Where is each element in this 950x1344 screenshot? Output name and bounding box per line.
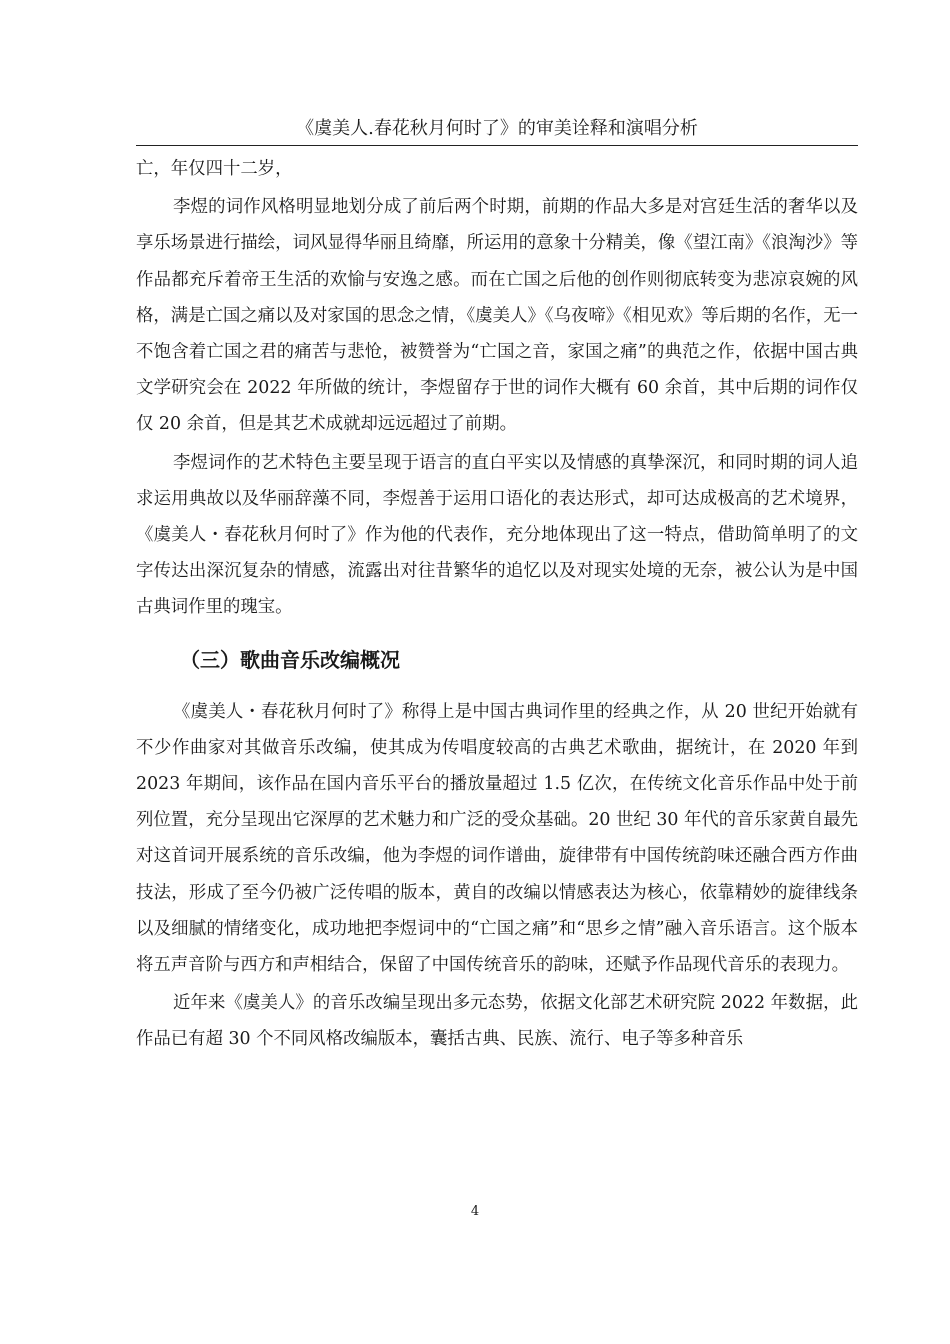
paragraph-continuation: 亡，年仅四十二岁， [136, 159, 293, 179]
paragraph-adaptation-history: 《虞美人・春花秋月何时了》称得上是中国古典词作里的经典之作，从 20 世纪开始就有不少作曲家对其做音乐改编，使其成为传唱度较高的古典艺术歌曲，据统计，在 2020 年到 2023 年期间，该作品在国内音乐平台的播放量超过 1.5 亿次，在传统文化音乐作品中处于前列位置，充分呈现出它深厚的艺术魅力和广泛的受众基础。20 世纪 30 年代的音乐家黄自最先对这首词开展系统的音乐改编，他为李煜的词作谱曲，旋律带有中国传统韵味还融合西方作曲技法，形成了至今仍被广泛传唱的版本，黄自的改编以情感表达为核心，依靠精妙的旋律线条以及细腻的情绪变化，成功地把李煜词中的“亡国之痛”和“思乡之情”融入音乐语言。这个版本将五声音阶与西方和声相结合，保留了中国传统音乐的韵味，还赋予作品现代音乐的表现力。 [136, 701, 858, 976]
paragraph-style-periods: 李煜的词作风格明显地划分成了前后两个时期，前期的作品大多是对宫廷生活的奢华以及享乐场景进行描绘，词风显得华丽且绮靡，所运用的意象十分精美，像《望江南》《浪淘沙》等作品都充斥着帝王生活的欢愉与安逸之感。而在亡国之后他的创作则彻底转变为悲凉哀婉的风格，满是亡国之痛以及对家国的思念之情，《虞美人》《乌夜啼》《相见欢》等后期的名作，无一不饱含着亡国之君的痛苦与悲怆，被赞誉为“亡国之音，家国之痛”的典范之作，依据中国古典文学研究会在 2022 年所做的统计，李煜留存于世的词作大概有 60 余首，其中后期的词作仅仅 20 余首，但是其艺术成就却远远超过了前期。 [136, 197, 858, 435]
running-header: 《虞美人.春花秋月何时了》的审美诠释和演唱分析 [296, 118, 698, 139]
paragraph-artistic-features: 李煜词作的艺术特色主要呈现于语言的直白平实以及情感的真挚深沉，和同时期的词人追求运用典故以及华丽辞藻不同，李煜善于运用口语化的表达形式，却可达成极高的艺术境界，《虞美人・春花秋月何时了》作为他的代表作，充分地体现出了这一特点，借助简单明了的文字传达出深沉复杂的情感，流露出对往昔繁华的追忆以及对现实处境的无奈，被公认为是中国古典词作里的瑰宝。 [136, 452, 858, 618]
body-text [136, 151, 858, 1058]
paragraph-modern-adaptations: 近年来《虞美人》的音乐改编呈现出多元态势，依据文化部艺术研究院 2022 年数据，此作品已有超 30 个不同风格改编版本，囊括古典、民族、流行、电子等多种音乐 [136, 993, 858, 1050]
section-heading: （三）歌曲音乐改编概况 [180, 647, 400, 672]
page-number: 4 [470, 1204, 480, 1219]
header-divider [136, 145, 858, 146]
